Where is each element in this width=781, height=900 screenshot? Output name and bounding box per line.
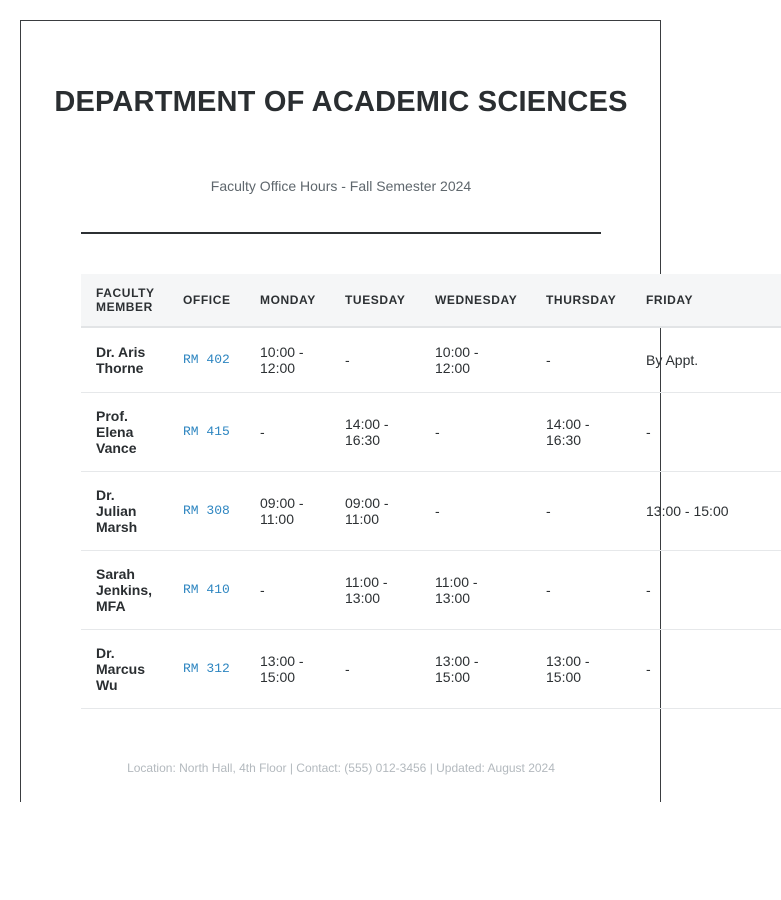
tuesday-hours: 09:00 - 11:00 [330,472,420,551]
thursday-hours: 14:00 - 16:30 [531,393,631,472]
faculty-name: Dr. Marcus Wu [81,630,168,709]
table-row [81,551,781,630]
friday-hours: By Appt. [631,327,781,393]
faculty-name: Dr. Aris Thorne [81,327,168,393]
table-row [81,393,781,472]
wednesday-hours: 11:00 - 13:00 [420,551,531,630]
table-row [81,630,781,709]
wednesday-hours: 10:00 - 12:00 [420,327,531,393]
faculty-name: Sarah Jenkins, MFA [81,551,168,630]
table-header-row [81,274,781,327]
column-header-friday: FRIDAY [631,274,781,327]
column-header-tuesday: TUESDAY [330,274,420,327]
monday-hours: - [245,393,330,472]
table-row [81,327,781,393]
faculty-name: Dr. Julian Marsh [81,472,168,551]
footer-info: Location: North Hall, 4th Floor | Contact: (555) 012-3456 | Updated: August 2024 [127,761,555,775]
friday-hours: - [631,393,781,472]
monday-hours: 09:00 - 11:00 [245,472,330,551]
column-header-thursday: THURSDAY [531,274,631,327]
monday-hours: 10:00 - 12:00 [245,327,330,393]
friday-hours: 13:00 - 15:00 [631,472,781,551]
thursday-hours: - [531,551,631,630]
column-header-monday: MONDAY [245,274,330,327]
thursday-hours: - [531,327,631,393]
wednesday-hours: - [420,393,531,472]
tuesday-hours: 11:00 - 13:00 [330,551,420,630]
office-room: RM 402 [168,327,245,393]
monday-hours: 13:00 - 15:00 [245,630,330,709]
thursday-hours: - [531,472,631,551]
office-room: RM 410 [168,551,245,630]
office-room: RM 308 [168,472,245,551]
thursday-hours: 13:00 - 15:00 [531,630,631,709]
column-header-office: OFFICE [168,274,245,327]
tuesday-hours: - [330,327,420,393]
office-room: RM 312 [168,630,245,709]
office-hours-table-container [81,274,729,734]
friday-hours: - [631,630,781,709]
office-room: RM 415 [168,393,245,472]
monday-hours: - [245,551,330,630]
tuesday-hours: - [330,630,420,709]
wednesday-hours: 13:00 - 15:00 [420,630,531,709]
office-hours-table [81,274,781,709]
title-divider [81,232,601,234]
wednesday-hours: - [420,472,531,551]
table-row [81,472,781,551]
tuesday-hours: 14:00 - 16:30 [330,393,420,472]
column-header-wednesday: WEDNESDAY [420,274,531,327]
friday-hours: - [631,551,781,630]
column-header-faculty: FACULTY MEMBER [81,274,168,327]
document-page [20,20,729,802]
faculty-name: Prof. Elena Vance [81,393,168,472]
page-title: DEPARTMENT OF ACADEMIC SCIENCES [54,86,628,118]
page-subtitle: Faculty Office Hours - Fall Semester 2024 [210,178,472,194]
